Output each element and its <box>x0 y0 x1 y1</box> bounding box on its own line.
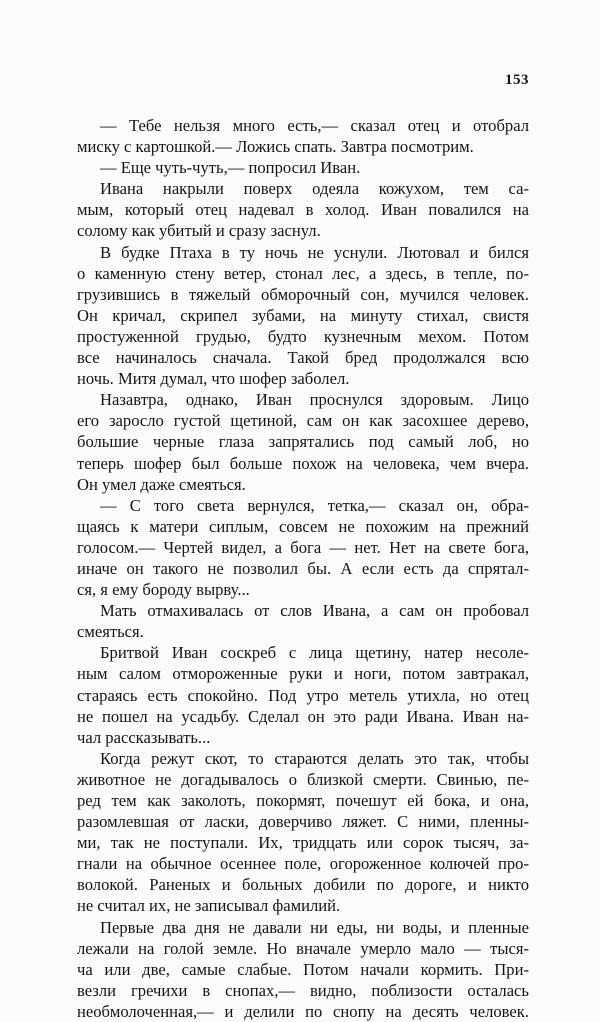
text-line: голосом.— Чертей видел, а бога — нет. Нет на свете бога, <box>77 537 529 557</box>
text-line: не считал их, не записывал фамилий. <box>77 896 341 916</box>
text-line: — Тебе нельзя много есть,— сказал отец и отобрал <box>100 116 529 135</box>
text-line: иначе он такого не позволил бы. А если есть да спрятал- <box>77 558 529 578</box>
text-line: ным салом отмороженные руки и ноги, потом завтракал, <box>77 664 529 684</box>
text-line: чал рассказывать... <box>77 727 211 747</box>
text-line: везли гречихи в снопах,— видно, поблизости осталась <box>77 980 529 1000</box>
text-line: — С того света вернулся, тетка,— сказал он, обра- <box>100 495 529 515</box>
text-line: теперь шофер был больше похож на человека, чем вчера. <box>77 453 529 473</box>
text-line: гнали на обычное осеннее поле, огороженное колючей про- <box>77 854 529 874</box>
text-line: смеяться. <box>77 622 144 642</box>
text-line: ми, так не поступали. Их, тридцать или сорок тысяч, за- <box>77 833 529 853</box>
text-line: ча или две, самые слабые. Потом начали кормить. При- <box>77 959 529 979</box>
text-line: Когда режут скот, то стараются делать это так, чтобы <box>100 748 529 768</box>
text-line: разомлевшая от ласки, доверчиво ляжет. С ними, пленны- <box>77 812 529 832</box>
text-line: Он кричал, скрипел зубами, на минуту стихал, свистя <box>77 305 529 325</box>
text-line: Назавтра, однако, Иван проснулся здоровым. Лицо <box>100 390 529 410</box>
text-line: его заросло густой щетиной, сам он как засохшее дерево, <box>77 411 529 431</box>
text-line: все начиналось сначала. Такой бред продолжался всю <box>77 348 529 368</box>
page-number: 153 <box>505 72 529 88</box>
body-text <box>77 115 529 1022</box>
text-line: — Еще чуть-чуть,— попросил Иван. <box>100 158 361 178</box>
text-line: животное не догадывалось о близкой смерти. Свинью, пе- <box>77 769 529 789</box>
text-line: лежали на голой земле. Но вначале умерло мало — тыся- <box>77 938 529 958</box>
text-line: большие черные глаза запрятались под самый лоб, но <box>77 432 529 452</box>
text-line: необмолоченная,— и делили по снопу на десять человек. <box>77 1001 529 1021</box>
text-line: простуженной грудью, будто кузнечным мехом. Потом <box>77 326 529 346</box>
text-line: В будке Птаха в ту ночь не уснули. Лютовал и бился <box>100 242 529 262</box>
text-line: солому как убитый и сразу заснул. <box>77 221 321 241</box>
text-line: Он умел даже смеяться. <box>77 474 246 494</box>
text-line: грузившись в тяжелый обморочный сон, мучился человек. <box>77 284 529 304</box>
text-line: миску с картошкой.— Ложись спать. Завтра посмотрим. <box>77 137 474 157</box>
text-line: мым, который отец надевал в холод. Иван повалился на <box>77 200 529 220</box>
text-line: Бритвой Иван соскреб с лица щетину, натер несоле- <box>100 643 529 663</box>
text-line: волокой. Раненых и больных добили по дороге, и никто <box>77 875 529 895</box>
text-line: ред тем как заколоть, покормят, почешут ей бока, и она, <box>77 791 529 810</box>
text-line: Первые два дня не давали ни еды, ни воды, и пленные <box>100 917 529 937</box>
text-line: ночь. Митя думал, что шофер заболел. <box>77 369 350 389</box>
text-line: о каменную стену ветер, стонал лес, а здесь, в тепле, по- <box>77 263 529 283</box>
text-line: ся, я ему бороду вырву... <box>77 580 250 600</box>
text-line: Ивана накрыли поверх одеяла кожухом, тем са- <box>100 179 529 199</box>
text-line: стараясь есть спокойно. Под утро метель утихла, но отец <box>77 685 529 705</box>
text-line: не пошел на усадьбу. Сделал он это ради Ивана. Иван на- <box>77 706 529 726</box>
text-line: Мать отмахивалась от слов Ивана, а сам он пробовал <box>100 601 529 621</box>
text-line: щаясь к матери сиплым, совсем не похожим на прежний <box>77 516 529 536</box>
